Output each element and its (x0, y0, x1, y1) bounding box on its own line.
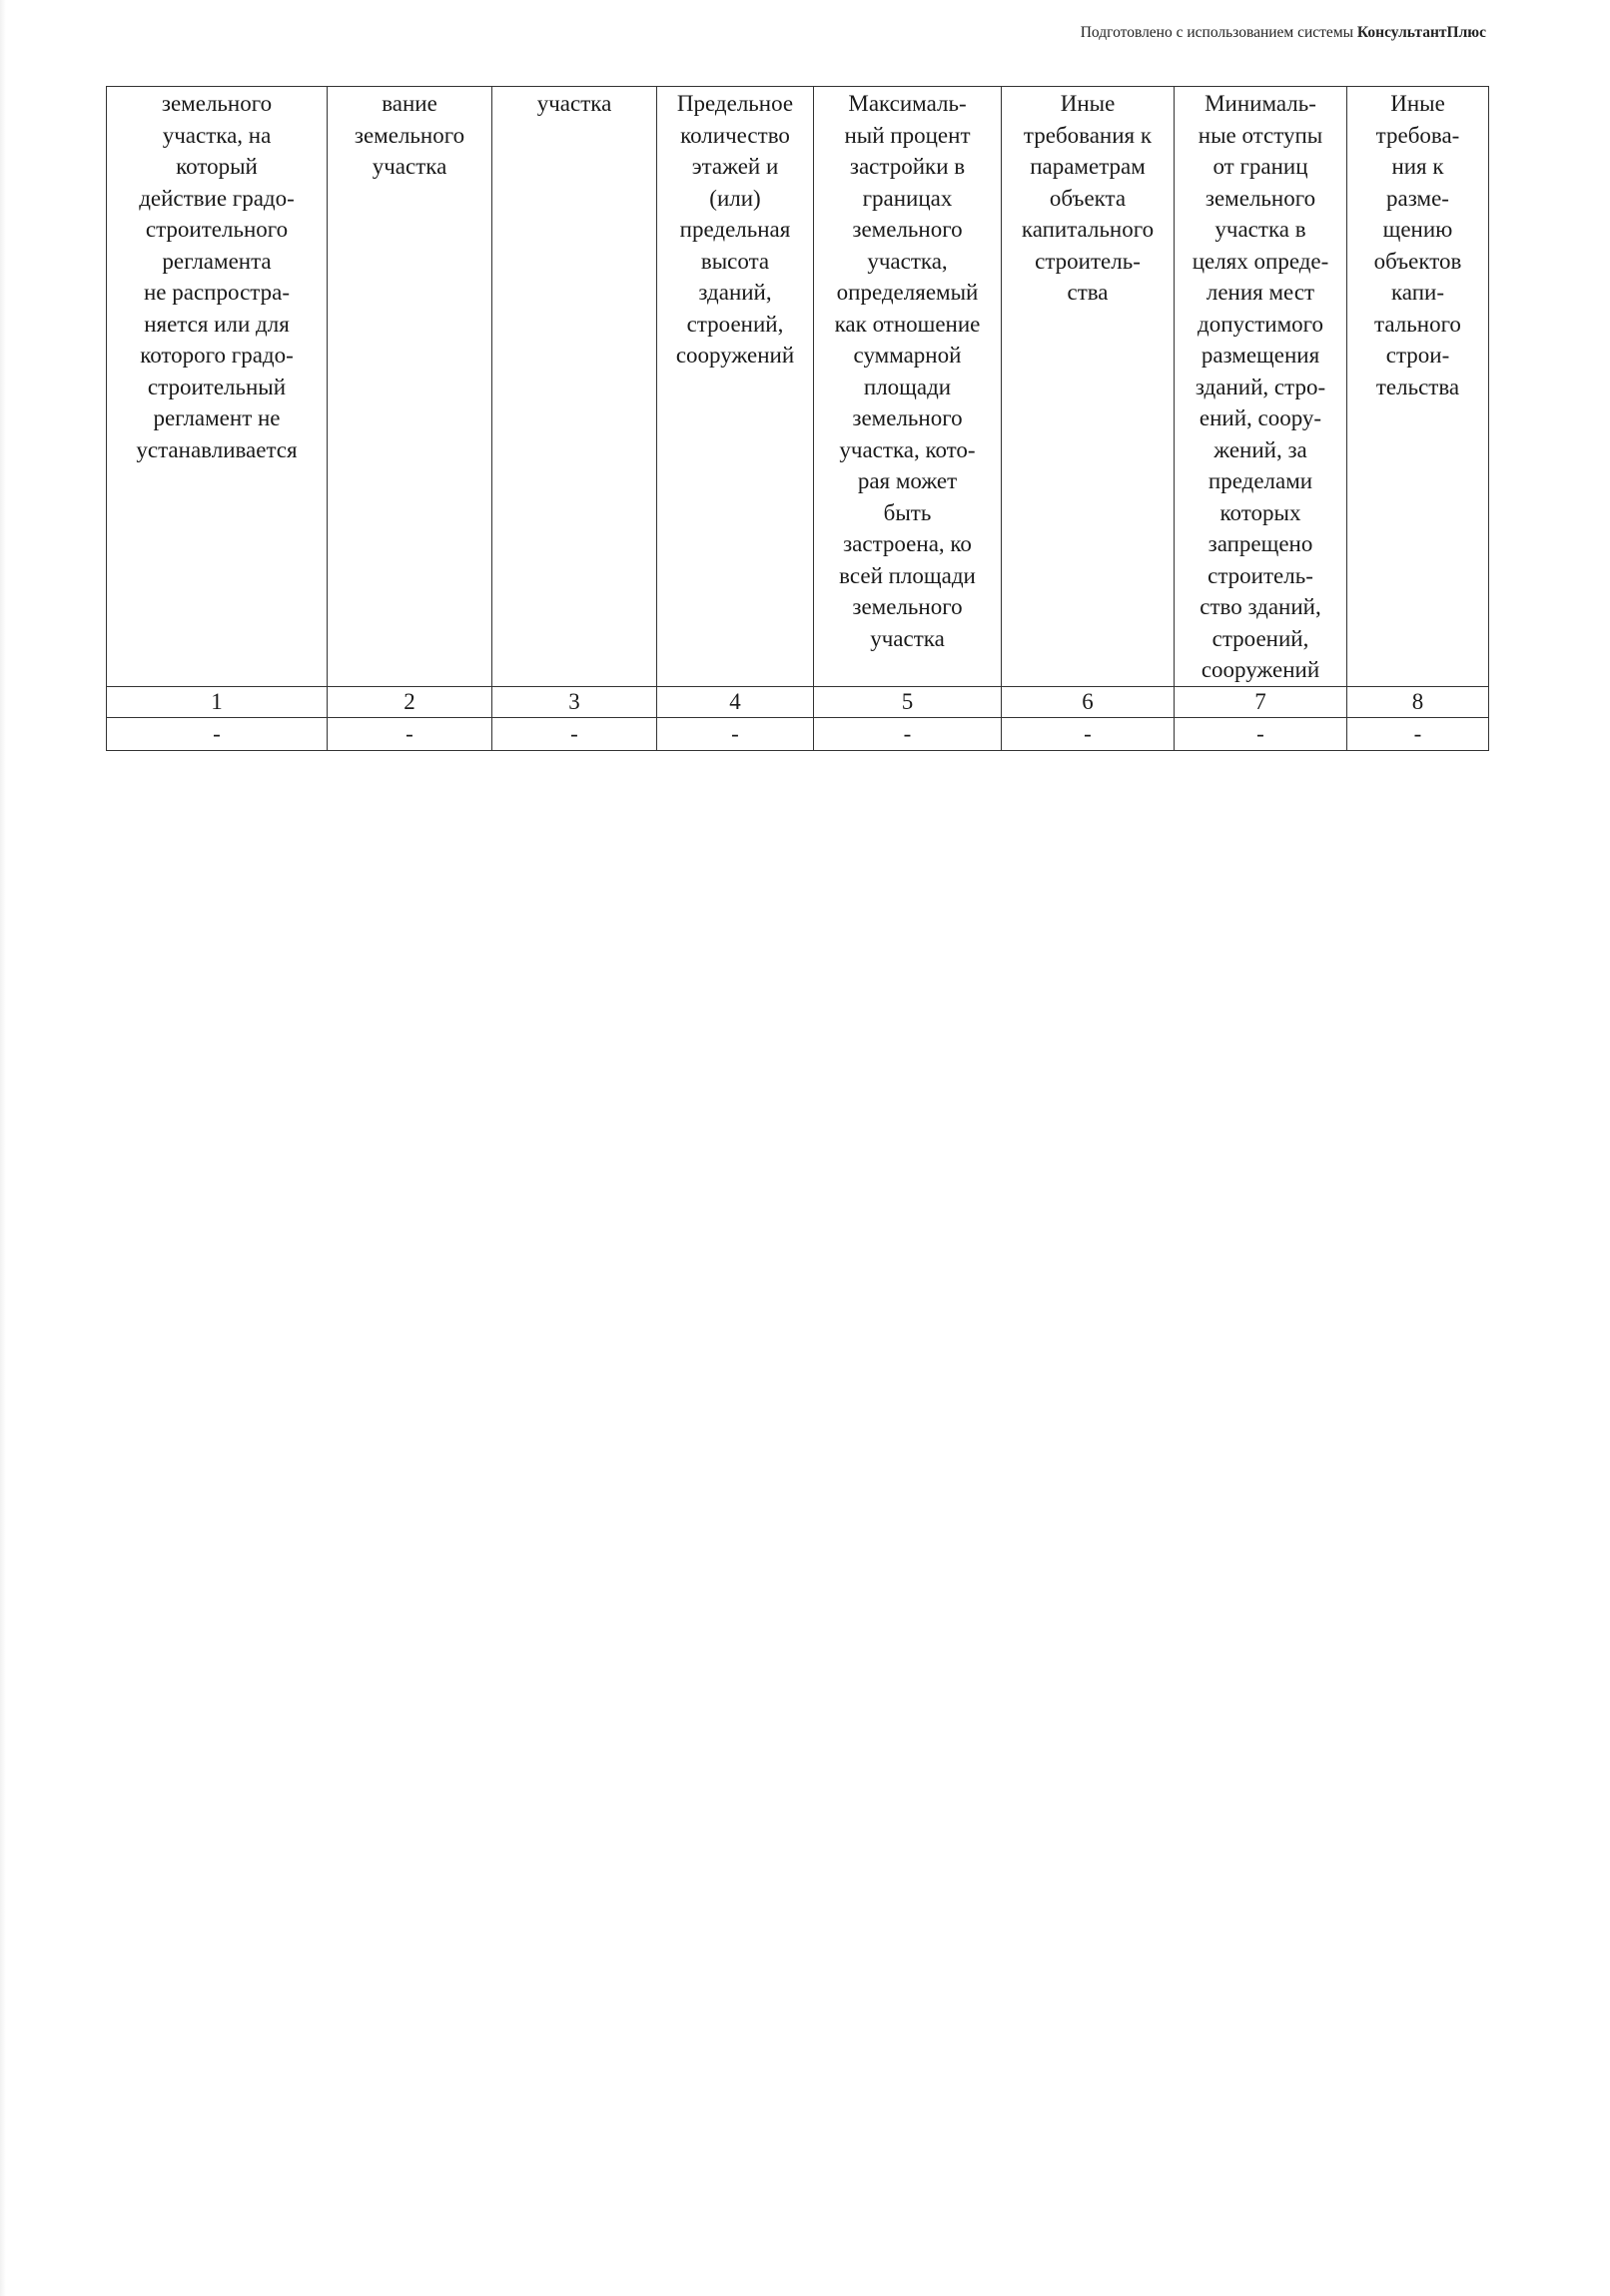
header-cell: Иные требова- ния к разме- щению объектов капи- тального строи- тельства (1347, 87, 1489, 687)
column-number: 2 (328, 686, 492, 717)
scan-edge-shadow (0, 0, 6, 2296)
table-row (107, 717, 1489, 750)
column-number: 7 (1175, 686, 1347, 717)
column-number: 3 (492, 686, 657, 717)
header-cell: Иные требования к параметрам объекта капитального строитель- ства (1002, 87, 1175, 687)
table-header-row (107, 87, 1489, 687)
running-header-brand: КонсультантПлюс (1356, 24, 1486, 41)
value-cell: - (328, 717, 492, 750)
regulation-table (106, 86, 1489, 751)
header-cell: участка (492, 87, 657, 687)
column-number: 1 (107, 686, 328, 717)
value-cell: - (1175, 717, 1347, 750)
value-cell: - (1347, 717, 1489, 750)
value-cell: - (814, 717, 1002, 750)
header-cell: Предельное количество этажей и (или) предельная высота зданий, строений, сооружений (657, 87, 814, 687)
column-number: 6 (1002, 686, 1175, 717)
header-cell: земельного участка, на который действие градо- строительного регламента не распростра- няется или для которого градо- строительный регламент не устанавливается (107, 87, 328, 687)
column-number: 4 (657, 686, 814, 717)
value-cell: - (107, 717, 328, 750)
running-header-prefix: Подготовлено с использованием системы (1080, 24, 1354, 41)
value-cell: - (657, 717, 814, 750)
value-cell: - (1002, 717, 1175, 750)
header-cell: Максималь- ный процент застройки в границах земельного участка, определяемый как отношение суммарной площади земельного участка, кото- рая может быть застроена, ко всей площади земельного участка (814, 87, 1002, 687)
column-number-row (107, 686, 1489, 717)
column-number: 5 (814, 686, 1002, 717)
header-cell: Минималь- ные отступы от границ земельного участка в целях опреде- ления мест допустимого размещения зданий, стро- ений, соору- жений, за пределами которых запрещено строитель- ство зданий, строений, сооружений (1175, 87, 1347, 687)
header-cell: вание земельного участка (328, 87, 492, 687)
value-cell: - (492, 717, 657, 750)
column-number: 8 (1347, 686, 1489, 717)
running-header (1081, 24, 1486, 42)
